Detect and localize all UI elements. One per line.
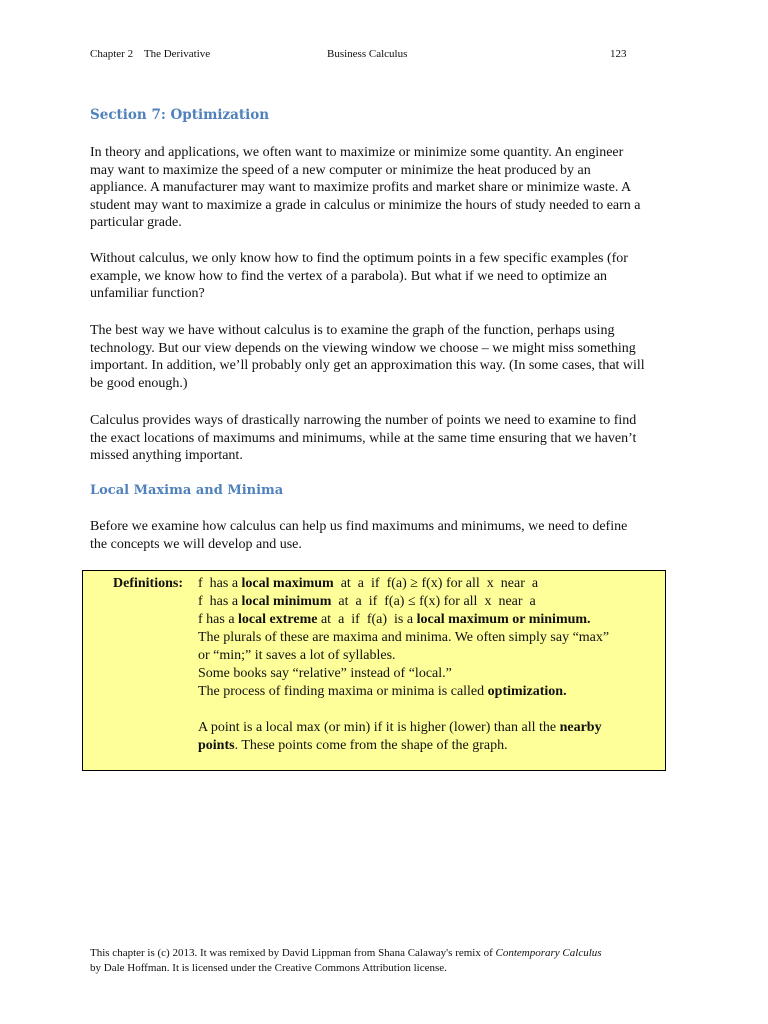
paragraph-line: particular grade. bbox=[90, 215, 182, 231]
definition-optimization: The process of finding maxima or minima is called optimization. bbox=[198, 684, 567, 699]
paragraph-calculus-provides bbox=[90, 412, 705, 465]
subsection-title: Local Maxima and Minima bbox=[90, 483, 284, 498]
paragraph-line: important. In addition, we’ll probably only get an approximation this way. (In some cases, that will bbox=[90, 358, 645, 374]
header-page-number: 123 bbox=[610, 48, 627, 60]
section-title: Section 7: Optimization bbox=[90, 107, 270, 123]
paragraph-line: may want to maximize the speed of a new computer or minimize the heat produced by an bbox=[90, 162, 591, 178]
header-chapter: Chapter 2 The Derivative bbox=[90, 48, 211, 60]
paragraph-line: technology. But our view depends on the viewing window we choose – we might miss something bbox=[90, 340, 636, 356]
definition-spacer bbox=[198, 701, 658, 719]
paragraph-line: Before we examine how calculus can help us find maximums and minimums, we need to define bbox=[90, 519, 628, 534]
definition-local-point-cont: points. These points come from the shape of the graph. bbox=[198, 738, 508, 753]
paragraph-line: The best way we have without calculus is to examine the graph of the function, perhaps using bbox=[90, 323, 615, 338]
definition-relative: Some books say “relative” instead of “local.” bbox=[198, 666, 452, 681]
definition-plurals: The plurals of these are maxima and minima. We often simply say “max” bbox=[198, 630, 610, 645]
definitions-body bbox=[198, 575, 658, 755]
definitions-label: Definitions: bbox=[113, 576, 183, 591]
page-footer bbox=[90, 946, 710, 975]
paragraph-line: the concepts we will develop and use. bbox=[90, 536, 302, 552]
paragraph-line: be good enough.) bbox=[90, 375, 188, 391]
paragraph-before-examine bbox=[90, 518, 705, 553]
definition-local-extreme: f has a local extreme at a if f(a) is a local maximum or minimum. bbox=[198, 612, 591, 627]
paragraph-line: unfamiliar function? bbox=[90, 286, 205, 302]
paragraph-line: student may want to maximize a grade in calculus or minimize the hours of study needed to earn a bbox=[90, 197, 641, 213]
page-header bbox=[90, 46, 630, 62]
paragraph-best-way bbox=[90, 322, 705, 392]
paragraph-line: appliance. A manufacturer may want to maximize profits and market share or minimize waste. A bbox=[90, 180, 632, 196]
definition-local-minimum: f has a local minimum at a if f(a) ≤ f(x) for all x near a bbox=[198, 594, 536, 609]
paragraph-line: the exact locations of maximums and minimums, while at the same time ensuring that we haven’t bbox=[90, 430, 637, 446]
paragraph-line: Without calculus, we only know how to find the optimum points in a few specific examples (for bbox=[90, 251, 628, 266]
definition-plurals-cont: or “min;” it saves a lot of syllables. bbox=[198, 648, 396, 663]
paragraph-without-calculus bbox=[90, 250, 705, 303]
header-book-title: Business Calculus bbox=[327, 48, 408, 60]
definitions-box bbox=[82, 570, 666, 771]
paragraph-line: missed anything important. bbox=[90, 448, 243, 464]
definition-local-point: A point is a local max (or min) if it is higher (lower) than all the nearby bbox=[198, 720, 602, 735]
definition-local-maximum: f has a local maximum at a if f(a) ≥ f(x) for all x near a bbox=[198, 576, 539, 591]
paragraph-line: example, we know how to find the vertex of a parabola). But what if we need to optimize an bbox=[90, 268, 608, 284]
paragraph-intro bbox=[90, 144, 705, 232]
paragraph-line: In theory and applications, we often want to maximize or minimize some quantity. An engineer bbox=[90, 145, 624, 160]
footer-line: This chapter is (c) 2013. It was remixed by David Lippman from Shana Calaway's remix of Contemporary Calculus bbox=[90, 947, 602, 959]
footer-line: by Dale Hoffman. It is licensed under the Creative Commons Attribution license. bbox=[90, 961, 447, 974]
paragraph-line: Calculus provides ways of drastically narrowing the number of points we need to examine to find bbox=[90, 413, 637, 428]
